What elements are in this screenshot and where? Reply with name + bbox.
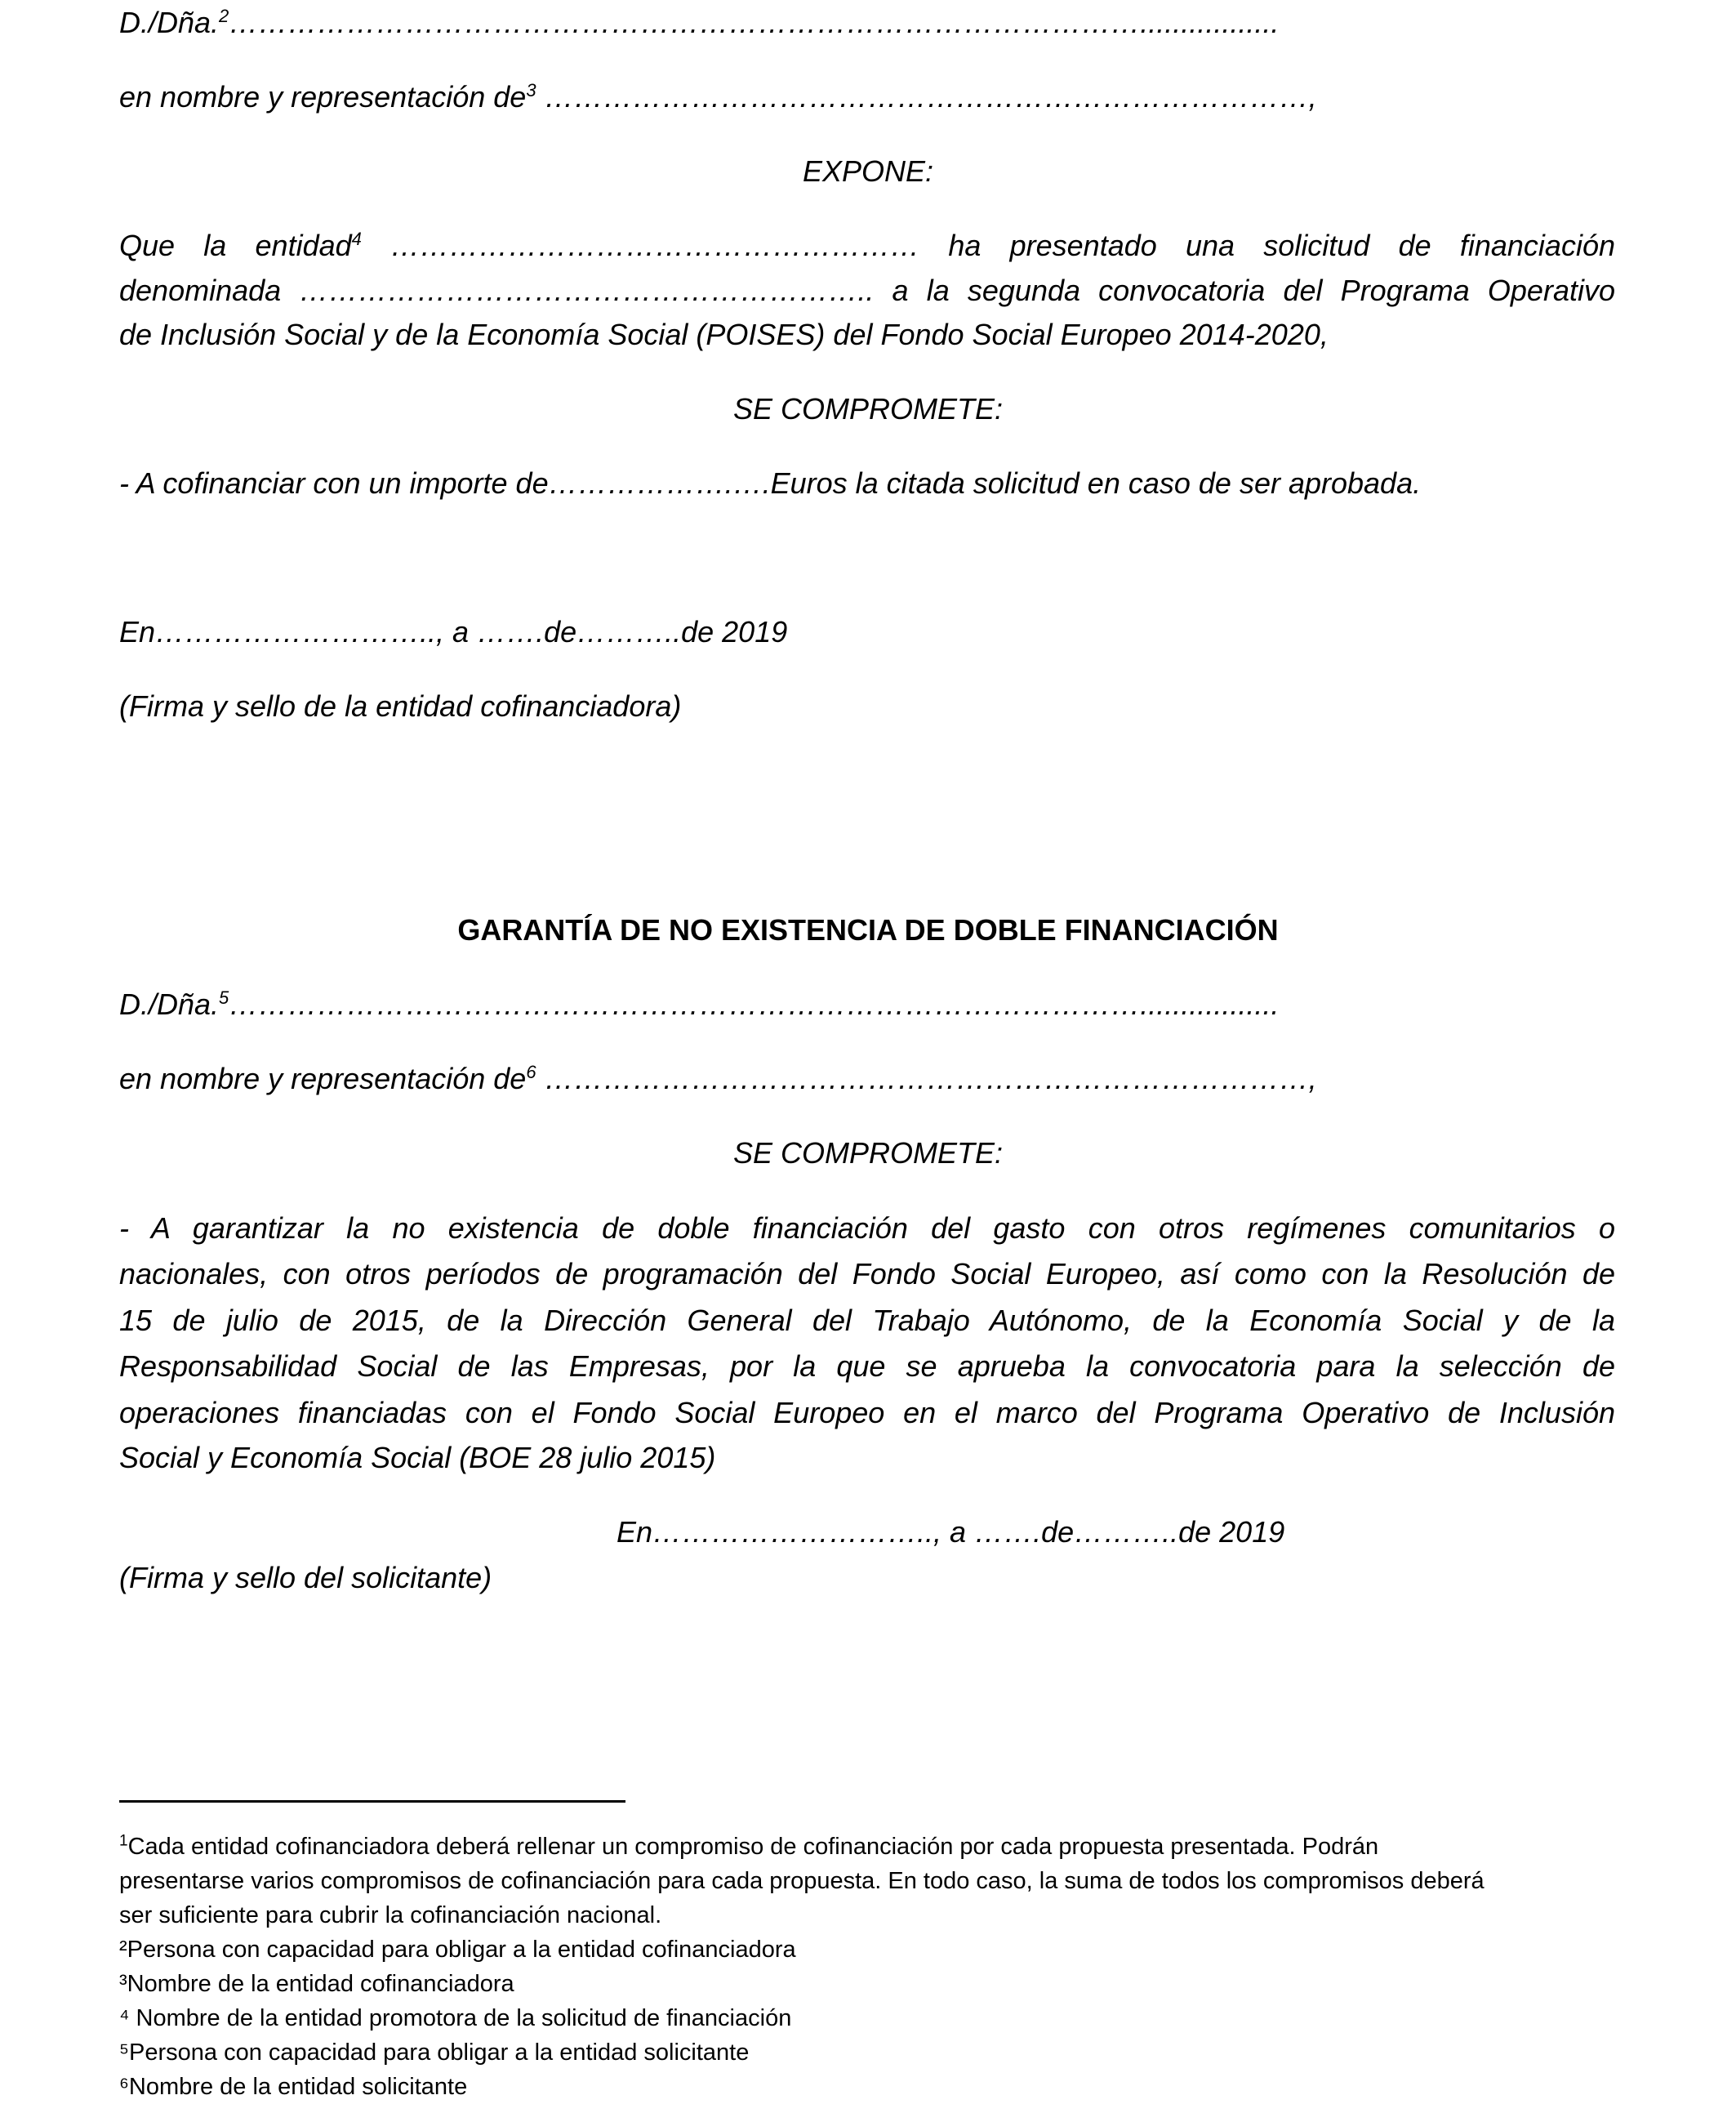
footnote-text: Cada entidad cofinanciadora deberá rellenar un compromiso de cofinanciación por cada propuesta presentada. Podrán (127, 1834, 1379, 1860)
footnote-ref: 5 (219, 987, 229, 1008)
footnote-1-line-3: ser suficiente para cubrir la cofinanciación nacional. (119, 1902, 662, 1928)
que-entidad-label: Que la entidad (119, 229, 352, 262)
footnote-ref: 3 (526, 80, 536, 100)
garantizar-line-last: Social y Economía Social (BOE 28 julio 2015) (119, 1441, 716, 1474)
dna-line-2 (119, 982, 1279, 1028)
footnote-3: ³Nombre de la entidad cofinanciadora (119, 1971, 514, 1997)
section-title: GARANTÍA DE NO EXISTENCIA DE DOBLE FINANCIACIÓN (457, 913, 1279, 947)
se-compromete-heading-2: SE COMPROMETE: (732, 1136, 1004, 1170)
representation-label: en nombre y representación de (119, 80, 527, 114)
signature-caption-1: (Firma y sello de la entidad cofinanciadora) (119, 689, 682, 723)
que-line-3: de Inclusión Social y de la Economía Social (POISES) del Fondo Social Europeo 2014-2020, (119, 318, 1329, 351)
se-compromete-heading-1: SE COMPROMETE: (732, 392, 1004, 426)
representation-line-1 (119, 74, 1317, 120)
garantizar-line: Responsabilidad Social de las Empresas, por la que se aprueba la convocatoria para la selección de (119, 1349, 1615, 1383)
fill-in-blank: ……………………………………………………………………, (536, 1062, 1317, 1095)
garantizar-line: - A garantizar la no existencia de doble financiación del gasto con otros regímenes comunitarios o (119, 1211, 1615, 1245)
fill-in-blank: ……………………………………………………………………, (536, 80, 1317, 114)
representation-line-2 (119, 1056, 1317, 1102)
footnote-ref: 6 (526, 1062, 536, 1082)
garantizar-line: nacionales, con otros períodos de programación del Fondo Social Europeo, así como con la Resolución de (119, 1257, 1615, 1291)
representation-label: en nombre y representación de (119, 1062, 527, 1095)
signature-caption-2: (Firma y sello del solicitante) (119, 1561, 492, 1594)
que-line-2: denominada ………………………………………………….. a la segunda convocatoria del Programa Operativo (119, 274, 1615, 307)
footnote-ref: 2 (219, 6, 229, 26)
footnote-4: ⁴ Nombre de la entidad promotora de la solicitud de financiación (119, 2005, 792, 2031)
fill-in-blank: …………………………………………………………………………………................. (229, 987, 1280, 1021)
cofinanciar-line: - A cofinanciar con un importe de……………….….Euros la citada solicitud en caso de ser aprobada. (119, 466, 1422, 500)
footnote-2: ²Persona con capacidad para obligar a la entidad cofinanciadora (119, 1937, 796, 1963)
footnote-1-line-1 (119, 1830, 1378, 1864)
footnote-1-line-2: presentarse varios compromisos de cofinanciación para cada propuesta. En todo caso, la suma de todos los compromisos deberá (119, 1868, 1485, 1894)
fill-in-blank: …………………………………………………………………………………................. (229, 6, 1280, 39)
que-line-1-rest: ……………………………………………… ha presentado una solicitud de financiación (361, 229, 1615, 262)
dna-line-1 (119, 0, 1279, 46)
footnote-6: ⁶Nombre de la entidad solicitante (119, 2074, 468, 2100)
garantizar-line: operaciones financiadas con el Fondo Social Europeo en el marco del Programa Operativo de Inclusión (119, 1396, 1615, 1429)
footnote-5: ⁵Persona con capacidad para obligar a la entidad solicitante (119, 2039, 750, 2066)
place-date-line-2: En……………………….., a …….de………..de 2019 (617, 1515, 1285, 1549)
footnote-ref: 4 (351, 229, 362, 249)
footnote-separator (119, 1800, 625, 1803)
dna-label: D./Dña. (119, 6, 220, 39)
dna-label: D./Dña. (119, 987, 220, 1021)
place-date-line-1: En……………………….., a …….de………..de 2019 (119, 615, 788, 649)
expone-heading: EXPONE: (802, 154, 934, 188)
garantizar-line: 15 de julio de 2015, de la Dirección General del Trabajo Autónomo, de la Economía Social y de la (119, 1304, 1615, 1337)
que-line-1 (119, 222, 1615, 269)
footnote-number: 1 (119, 1832, 128, 1850)
